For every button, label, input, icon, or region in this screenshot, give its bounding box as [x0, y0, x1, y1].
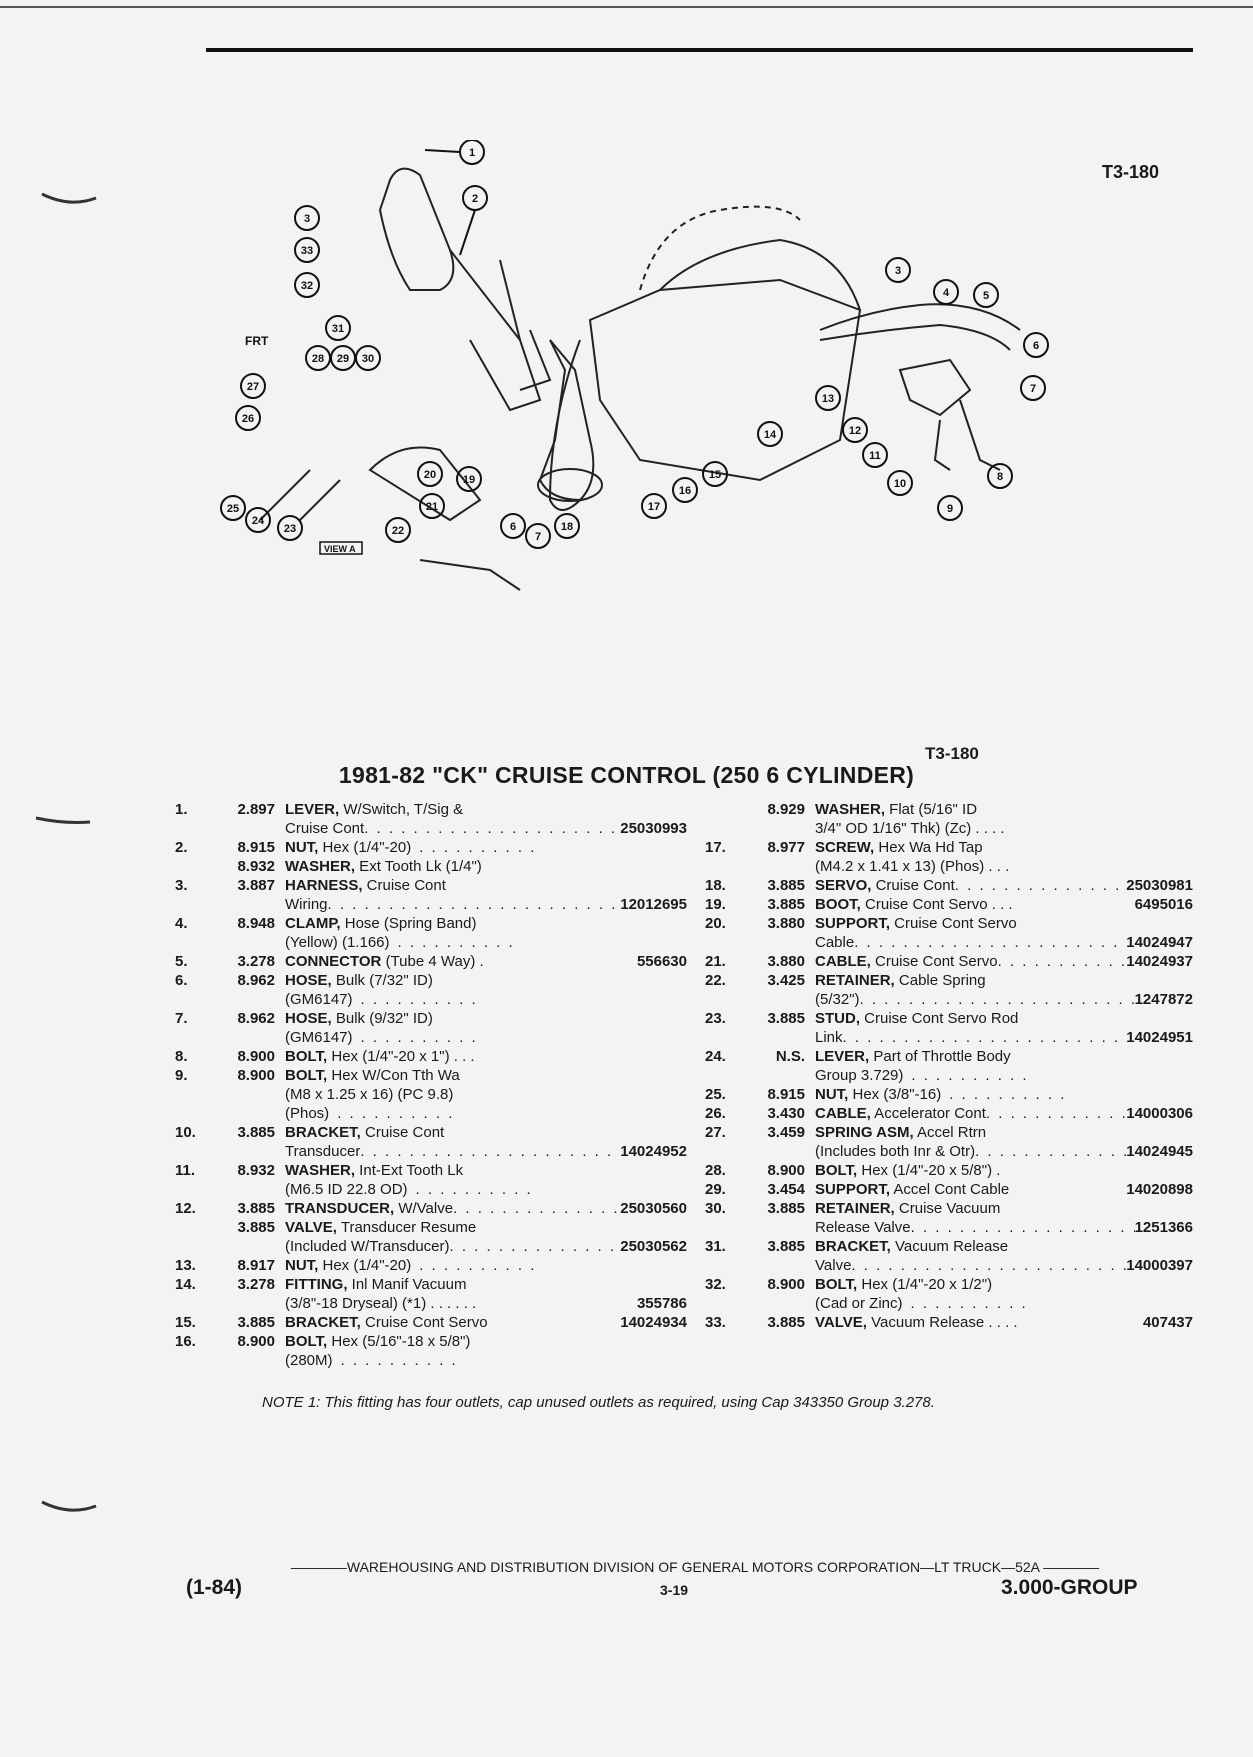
engine-block-shape [590, 280, 860, 480]
part-name: FITTING, [285, 1276, 348, 1293]
group-number: 8.917 [237, 1257, 275, 1274]
part-description: RETAINER, Cable Spring (5/32") . . . 1247872 [815, 971, 1193, 1009]
parts-entry [705, 1123, 1193, 1161]
group-number: 3.278 [237, 1276, 275, 1293]
group-number: 3.454 [767, 1181, 805, 1198]
group-number: 3.885 [767, 896, 805, 913]
item-number: 29. [705, 1181, 726, 1198]
item-number: 7. [175, 1010, 188, 1027]
part-name: WASHER, [285, 858, 356, 875]
group-number: 8.915 [237, 839, 275, 856]
callout-number: 33 [300, 245, 314, 257]
margin-mark-icon [40, 190, 100, 210]
part-name: BOLT, [815, 1162, 858, 1179]
part-description: WASHER, Int-Ext Tooth Lk (M6.5 ID 22.8 OD) . . . [285, 1161, 687, 1199]
parts-entry [705, 895, 1193, 914]
part-name: SUPPORT, [815, 915, 891, 932]
part-description: SUPPORT, Accel Cont Cable 14020898 [815, 1181, 1193, 1198]
part-description: BRACKET, Vacuum Release Valve . . . 14000397 [815, 1237, 1193, 1275]
footer-publisher-line: ————WAREHOUSING AND DISTRIBUTION DIVISION OF GENERAL MOTORS CORPORATION—LT TRUCK—52A ———— [290, 1559, 1100, 1575]
part-number: 6495016 [1134, 896, 1193, 913]
callout-number: 27 [246, 381, 260, 393]
callout-number: 1 [468, 147, 476, 159]
part-number: 14024952 [620, 1143, 687, 1160]
item-number: 2. [175, 839, 188, 856]
part-name: BRACKET, [285, 1314, 361, 1331]
part-description: HOSE, Bulk (9/32" ID) (GM6147) . . . [285, 1009, 687, 1047]
callout-number: 7 [534, 531, 542, 543]
callout-number: 22 [391, 525, 405, 537]
part-description: RETAINER, Cruise Vacuum Release Valve . . . 1251366 [815, 1199, 1193, 1237]
part-description: BOLT, Hex W/Con Tth Wa (M8 x 1.25 x 16) (PC 9.8) (Phos) . . . [285, 1066, 687, 1123]
part-name: SUPPORT, [815, 1181, 891, 1198]
part-name: BOLT, [285, 1067, 328, 1084]
parts-entry [705, 914, 1193, 952]
part-number: 14024937 [1126, 953, 1193, 970]
group-number: 8.915 [767, 1086, 805, 1103]
callout-number: 6 [509, 521, 517, 533]
item-number: 15. [175, 1314, 196, 1331]
part-description: TRANSDUCER, W/Valve . . . 25030560 [285, 1199, 687, 1218]
part-description: BRACKET, Cruise Cont Transducer . . . 14024952 [285, 1123, 687, 1161]
group-number: 3.430 [767, 1105, 805, 1122]
part-description: NUT, Hex (3/8"-16) . . . [815, 1085, 1193, 1104]
callout-number: 14 [763, 429, 777, 441]
item-number: 19. [705, 896, 726, 913]
footer-date: (1-84) [186, 1576, 243, 1599]
servo-boot-shape [540, 340, 593, 500]
parts-entry [705, 1161, 1193, 1180]
part-description: HARNESS, Cruise Cont Wiring . . . 12012695 [285, 876, 687, 914]
item-number: 10. [175, 1124, 196, 1141]
parts-list-left [175, 800, 687, 1370]
part-name: LEVER, [815, 1048, 870, 1065]
group-number: 8.900 [237, 1333, 275, 1350]
parts-entry [705, 800, 1193, 838]
callout-number: 19 [462, 474, 476, 486]
part-description: BRACKET, Cruise Cont Servo 14024934 [285, 1314, 687, 1331]
part-name: BRACKET, [815, 1238, 891, 1255]
part-number: 14020898 [1126, 1181, 1193, 1198]
part-number: 25030993 [620, 820, 687, 837]
figure-code-top: T3-180 [1102, 162, 1160, 182]
item-number: 33. [705, 1314, 726, 1331]
group-number: 3.885 [237, 1219, 275, 1236]
item-number: 17. [705, 839, 726, 856]
parts-entry [175, 1161, 687, 1199]
callout-number: 4 [942, 287, 950, 299]
part-name: RETAINER, [815, 1200, 895, 1217]
callout-number: 26 [241, 413, 255, 425]
part-name: WASHER, [815, 801, 886, 818]
group-number: 3.887 [237, 877, 275, 894]
item-number: 18. [705, 877, 726, 894]
part-description: CABLE, Cruise Cont Servo . . . 14024937 [815, 952, 1193, 971]
part-name: CABLE, [815, 953, 871, 970]
item-number: 16. [175, 1333, 196, 1350]
part-number: 1251366 [1134, 1219, 1193, 1236]
group-number: 3.880 [767, 915, 805, 932]
group-number: 3.885 [237, 1314, 275, 1331]
group-number: 3.885 [767, 1010, 805, 1027]
callout-number: 11 [869, 450, 881, 462]
part-number: 355786 [636, 1295, 687, 1312]
parts-entry [175, 1275, 687, 1313]
steering-column-shape [380, 169, 453, 290]
callout-number: 8 [996, 471, 1004, 483]
part-description: VALVE, Vacuum Release . . . . 407437 [815, 1314, 1193, 1331]
group-number: 3.885 [237, 1124, 275, 1141]
callout-number: 7 [1029, 383, 1037, 395]
item-number: 9. [175, 1067, 188, 1084]
parts-entry [175, 1047, 687, 1066]
part-description: WASHER, Flat (5/16" ID 3/4" OD 1/16" Thk) (Zc) . . . . [815, 801, 1005, 837]
group-number: 8.900 [767, 1162, 805, 1179]
callout-number: 12 [848, 425, 862, 437]
part-number: 12012695 [620, 896, 687, 913]
header-rule [206, 48, 1193, 52]
part-name: BOLT, [285, 1048, 328, 1065]
part-name: BOLT, [285, 1333, 328, 1350]
parts-entry [705, 1275, 1193, 1313]
part-number: 1247872 [1134, 991, 1193, 1008]
parts-entry [175, 1009, 687, 1047]
part-description: NUT, Hex (1/4"-20) . . . [285, 838, 687, 857]
footer-group: 3.000-GROUP [1001, 1576, 1138, 1599]
part-description: SERVO, Cruise Cont . . . 25030981 [815, 876, 1193, 895]
part-name: VALVE, [815, 1314, 867, 1331]
callout-number: 16 [678, 485, 692, 497]
column-support [450, 250, 540, 410]
part-number: 25030560 [620, 1200, 687, 1217]
exploded-parts-diagram [220, 140, 1220, 660]
item-number: 12. [175, 1200, 196, 1217]
parts-entry [175, 838, 687, 857]
callout-number: 21 [425, 501, 439, 513]
callout-number: 31 [331, 323, 345, 335]
part-description: BOLT, Hex (5/16"-18 x 5/8") (280M) . . . [285, 1332, 687, 1370]
callout-number: 32 [300, 280, 314, 292]
part-description: VALVE, Transducer Resume (Included W/Transducer) . . . 25030562 [285, 1218, 687, 1256]
item-number: 11. [175, 1162, 196, 1179]
parts-entry [705, 1047, 1193, 1085]
diagram-callouts [221, 140, 1048, 548]
parts-entry [705, 1199, 1193, 1237]
group-number: 8.900 [237, 1067, 275, 1084]
part-name: CABLE, [815, 1105, 871, 1122]
parts-entry [175, 952, 687, 971]
group-number: 8.932 [237, 1162, 275, 1179]
item-number: 1. [175, 801, 188, 818]
part-description: BOLT, Hex (1/4"-20 x 5/8") . [815, 1162, 1001, 1179]
group-number: 8.900 [237, 1048, 275, 1065]
group-number: 3.885 [767, 1200, 805, 1217]
part-name: NUT, [815, 1086, 849, 1103]
part-description: SCREW, Hex Wa Hd Tap (M4.2 x 1.41 x 13) (Phos) . . . [815, 839, 1010, 875]
part-number: 14024951 [1126, 1029, 1193, 1046]
part-name: CLAMP, [285, 915, 341, 932]
item-number: 5. [175, 953, 188, 970]
parts-entry [705, 838, 1193, 876]
item-number [175, 857, 215, 876]
callout-number: 24 [251, 515, 265, 527]
parts-list-right [705, 800, 1193, 1332]
callout-number: 5 [982, 290, 990, 302]
group-number: 8.932 [237, 858, 275, 875]
part-name: NUT, [285, 1257, 319, 1274]
parts-entry [175, 1256, 687, 1275]
parts-entry [175, 971, 687, 1009]
item-number: 30. [705, 1200, 726, 1217]
callout-number: 6 [1032, 340, 1040, 352]
item-number: 3. [175, 877, 188, 894]
page-title: 1981-82 "CK" CRUISE CONTROL (250 6 CYLINDER) [338, 762, 915, 788]
part-number: 14000397 [1126, 1257, 1193, 1274]
part-number: 14000306 [1126, 1105, 1193, 1122]
parts-entry [705, 971, 1193, 1009]
group-number: 3.425 [767, 972, 805, 989]
item-number: 20. [705, 915, 726, 932]
item-number: 32. [705, 1276, 726, 1293]
group-number: 8.977 [767, 839, 805, 856]
part-name: HARNESS, [285, 877, 363, 894]
part-number: 25030562 [620, 1238, 687, 1255]
callout-number: 18 [560, 521, 574, 533]
part-name: LEVER, [285, 801, 340, 818]
part-name: RETAINER, [815, 972, 895, 989]
callout-number: 9 [946, 503, 954, 515]
part-name: SPRING ASM, [815, 1124, 914, 1141]
item-number: 4. [175, 915, 188, 932]
part-name: VALVE, [285, 1219, 337, 1236]
parts-entry [705, 1313, 1193, 1332]
part-description: STUD, Cruise Cont Servo Rod Link . . . 14024951 [815, 1009, 1193, 1047]
part-description: BOLT, Hex (1/4"-20 x 1") . . . [285, 1048, 475, 1065]
callout-number: 13 [821, 393, 835, 405]
part-name: BRACKET, [285, 1124, 361, 1141]
parts-entry [705, 1085, 1193, 1104]
part-description: FITTING, Inl Manif Vacuum (3/8"-18 Dryseal) (*1) . . . . . . 355786 [285, 1276, 687, 1312]
part-description: BOOT, Cruise Cont Servo . . . 6495016 [815, 896, 1193, 913]
parts-entry [705, 1180, 1193, 1199]
item-number: 31. [705, 1238, 726, 1255]
callout-number: 30 [361, 353, 375, 365]
parts-entry [175, 1199, 687, 1218]
group-number: N.S. [775, 1048, 805, 1065]
part-description: BOLT, Hex (1/4"-20 x 1/2") (Cad or Zinc) . . . [815, 1275, 1193, 1313]
callout-number: 2 [471, 193, 479, 205]
part-name: HOSE, [285, 1010, 332, 1027]
footnote: NOTE 1: This fitting has four outlets, cap unused outlets as required, using Cap 343350 Group 3.278. [262, 1394, 935, 1411]
group-number: 3.885 [767, 877, 805, 894]
callout-number: 28 [311, 353, 325, 365]
group-number: 8.900 [767, 1276, 805, 1293]
item-number: 23. [705, 1010, 726, 1027]
view-a-label: VIEW A [324, 544, 356, 554]
part-name: SCREW, [815, 839, 875, 856]
part-description: CABLE, Accelerator Cont . . . 14000306 [815, 1104, 1193, 1123]
group-number: 3.880 [767, 953, 805, 970]
group-number: 2.897 [237, 801, 275, 818]
top-edge-rule [0, 6, 1253, 8]
item-number [705, 800, 745, 838]
callout-number: 20 [423, 469, 437, 481]
item-number: 14. [175, 1276, 196, 1293]
group-number: 8.962 [237, 972, 275, 989]
parts-entry [175, 1066, 687, 1123]
part-number: 14024945 [1126, 1143, 1193, 1160]
item-number: 24. [705, 1048, 726, 1065]
part-name: BOLT, [815, 1276, 858, 1293]
parts-entry [705, 952, 1193, 971]
part-description: LEVER, W/Switch, T/Sig & Cruise Cont . . . 25030993 [285, 800, 687, 838]
part-number: 14024934 [620, 1314, 687, 1331]
part-description: NUT, Hex (1/4"-20) . . . [285, 1256, 687, 1275]
part-name: SERVO, [815, 877, 872, 894]
part-number: 25030981 [1126, 877, 1193, 894]
group-number: 3.885 [767, 1238, 805, 1255]
item-number: 13. [175, 1257, 196, 1274]
footer-page-number: 3-19 [660, 1582, 689, 1598]
part-description: SUPPORT, Cruise Cont Servo Cable . . . 14024947 [815, 914, 1193, 952]
part-name: NUT, [285, 839, 319, 856]
callout-number: 10 [893, 478, 907, 490]
part-description: SPRING ASM, Accel Rtrn (Includes both Inr & Otr) . . . 14024945 [815, 1123, 1193, 1161]
parts-entry [175, 1332, 687, 1370]
front-arrow-label: FRT [245, 334, 269, 348]
part-name: BOOT, [815, 896, 861, 913]
parts-entry [175, 1123, 687, 1161]
parts-entry [175, 1218, 687, 1256]
part-description: WASHER, Ext Tooth Lk (1/4") [285, 858, 482, 875]
group-number: 3.885 [767, 1314, 805, 1331]
callout-number: 25 [226, 503, 240, 515]
callout-number: 17 [647, 501, 661, 513]
item-number: 26. [705, 1105, 726, 1122]
part-description: LEVER, Part of Throttle Body Group 3.729) . . . [815, 1047, 1193, 1085]
callout-number: 23 [283, 523, 297, 535]
group-number: 8.962 [237, 1010, 275, 1027]
item-number: 28. [705, 1162, 726, 1179]
margin-mark-icon [40, 1498, 100, 1518]
figure-code-bottom: T3-180 [925, 744, 979, 763]
parts-entry [175, 857, 687, 876]
item-number: 27. [705, 1124, 726, 1141]
group-number: 3.459 [767, 1124, 805, 1141]
parts-entry [175, 1313, 687, 1332]
item-number: 8. [175, 1048, 188, 1065]
transducer-shape [900, 360, 970, 415]
part-name: TRANSDUCER, [285, 1200, 395, 1217]
callout-number: 3 [894, 265, 902, 277]
view-label [320, 542, 362, 554]
parts-entry [705, 1104, 1193, 1123]
group-number: 3.278 [237, 953, 275, 970]
group-number: 3.885 [237, 1200, 275, 1217]
part-name: CONNECTOR [285, 953, 382, 970]
group-number: 8.929 [767, 801, 805, 818]
part-description: CLAMP, Hose (Spring Band) (Yellow) (1.166) . . . [285, 914, 687, 952]
part-name: STUD, [815, 1010, 860, 1027]
part-description: CONNECTOR (Tube 4 Way) . 556630 [285, 953, 687, 970]
parts-entry [705, 1237, 1193, 1275]
item-number: 25. [705, 1086, 726, 1103]
callout-number: 15 [708, 469, 722, 481]
part-description: HOSE, Bulk (7/32" ID) (GM6147) . . . [285, 971, 687, 1009]
item-number [175, 1218, 215, 1256]
parts-entry [175, 876, 687, 914]
item-number: 22. [705, 972, 726, 989]
parts-entry [175, 914, 687, 952]
part-name: WASHER, [285, 1162, 356, 1179]
part-number: 556630 [636, 953, 687, 970]
part-number: 407437 [1142, 1314, 1193, 1331]
item-number: 6. [175, 972, 188, 989]
group-number: 8.948 [237, 915, 275, 932]
parts-entry [705, 876, 1193, 895]
callout-number: 29 [336, 353, 350, 365]
part-name: HOSE, [285, 972, 332, 989]
callout-number: 3 [303, 213, 311, 225]
item-number: 21. [705, 953, 726, 970]
parts-entry [175, 800, 687, 838]
margin-mark-icon [34, 812, 94, 832]
part-number: 14024947 [1126, 934, 1193, 951]
parts-entry [705, 1009, 1193, 1047]
